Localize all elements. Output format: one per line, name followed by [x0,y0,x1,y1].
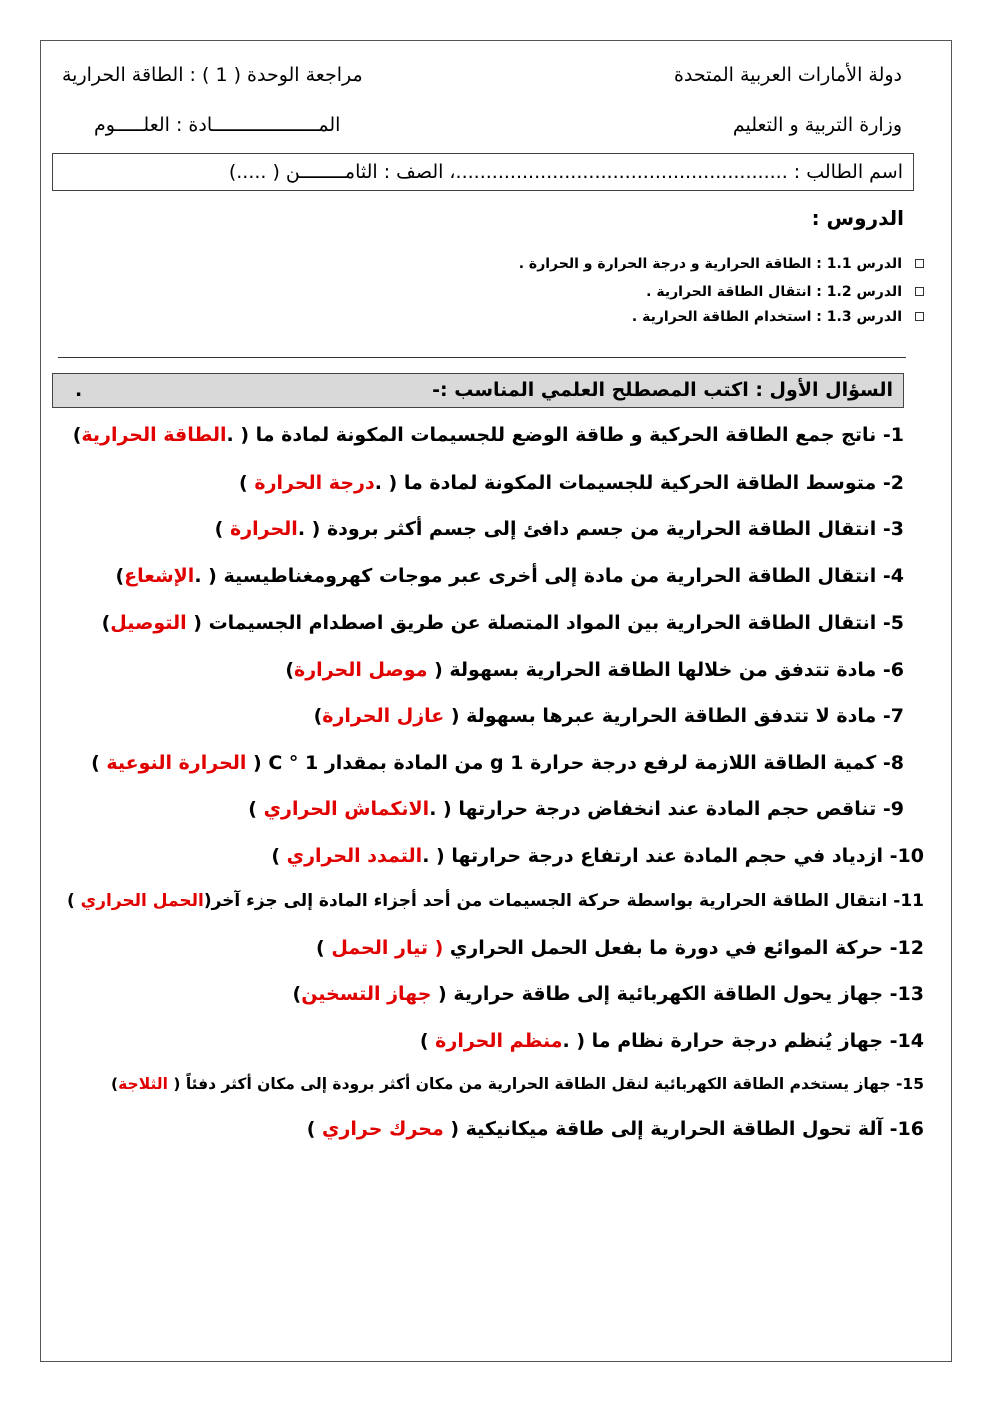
answer-text: الحرارة [229,518,298,540]
question-item-10 [271,845,924,867]
header-review-title: مراجعة الوحدة ( 1 ) : الطاقة الحرارية [62,64,363,86]
question-text: 15- جهاز يستخدم الطاقة الكهربائية لنقل الطاقة الحرارية من مكان أكثر برودة إلى مكان أكثر دفئاً ( [167,1075,924,1093]
answer-text: جهاز التسخين [301,983,432,1005]
page-border [40,40,952,1362]
closing-paren: ) [91,752,107,774]
question-item-8 [91,752,904,774]
student-name-line: اسم الطالب : .......................................................، الصف : الثامــــــــن ( .....) [228,161,903,183]
closing-paren: ) [419,1030,436,1052]
answer-text: محرك حراري [322,1118,444,1140]
closing-paren: ) [101,612,111,634]
header-ministry: وزارة التربية و التعليم [732,114,902,136]
question-item-4 [115,565,904,587]
answer-text: الحمل الحراري [80,891,204,911]
answer-text: الطاقة الحرارية [81,424,227,446]
closing-paren: ) [285,659,295,681]
question-text: 16- آلة تحول الطاقة الحرارية إلى طاقة ميكانيكية ( [443,1118,924,1140]
closing-paren: ) [306,1118,323,1140]
question-text: 10- ازدياد في حجم المادة عند ارتفاع درجة حرارتها ( . [422,845,924,867]
header-country: دولة الأمارات العربية المتحدة [673,64,902,86]
checkbox-bullet-icon [915,259,924,268]
question-item-14 [420,1030,924,1052]
question-text: 5- انتقال الطاقة الحرارية بين المواد المتصلة عن طريق اصطدام الجسيمات ( [186,612,904,634]
closing-paren: ) [248,798,264,820]
lesson-item: الدرس 1.2 : انتقال الطاقة الحرارية . [646,284,902,300]
question-item-1 [73,424,904,446]
question-text: 2- متوسط الطاقة الحركية للجسيمات المكونة لمادة ما ( . [374,472,904,494]
answer-text: عازل الحرارة [322,705,445,727]
closing-paren: ) [313,705,323,727]
answer-text: الإشعاع [124,565,195,587]
answer-text: الانكماش الحراري [263,798,430,820]
checkbox-bullet-icon [915,287,924,296]
answer-text: الحرارة النوعية [106,752,247,774]
closing-paren: ) [271,845,287,867]
closing-paren: ) [292,983,302,1005]
answer-text: درجة الحرارة [254,472,375,494]
question-item-5 [102,612,904,634]
question-text: 7- مادة لا تتدفق الطاقة الحرارية عبرها بسهولة ( [444,705,904,727]
lessons-title: الدروس : [811,206,904,230]
question-text: 12- حركة الموائع في دورة ما بفعل الحمل الحراري [443,937,924,959]
closing-paren: ) [115,565,125,587]
question-text: 3- انتقال الطاقة الحرارية من جسم دافئ إلى جسم أكثر برودة ( . [297,518,904,540]
closing-paren: ) [72,424,82,446]
question-item-16 [307,1118,924,1140]
question-text: 8- كمية الطاقة اللازمة لرفع درجة حرارة 1 g من المادة بمقدار 1 ° C ( [246,752,904,774]
answer-text: التوصيل [110,612,187,634]
closing-paren: ) [239,472,255,494]
closing-paren: ) [214,518,230,540]
checkbox-bullet-icon [915,312,924,321]
question-item-2 [239,472,904,494]
answer-text: موصل الحرارة [294,659,428,681]
question-item-11 [67,891,924,911]
question-item-15 [111,1075,924,1093]
closing-paren: ) [111,1075,119,1093]
question-item-13 [293,983,924,1005]
question-title: السؤال الأول : اكتب المصطلح العلمي المناسب :- [432,379,893,401]
question-item-6 [285,659,904,681]
question-text: 9- تناقص حجم المادة عند انخفاض درجة حرارتها ( . [429,798,904,820]
question-text: 1- ناتج جمع الطاقة الحركية و طاقة الوضع للجسيمات المكونة لمادة ما ( . [226,424,904,446]
question-item-3 [215,518,904,540]
lesson-item: الدرس 1.1 : الطاقة الحرارية و درجة الحرارة و الحرارة . [519,256,902,272]
question-title-box: السؤال الأول : اكتب المصطلح العلمي المناسب :- . [52,373,904,408]
header-subject: المـــــــــــــــــــادة : العلـــــوم [94,114,341,136]
question-item-12 [316,937,924,959]
lesson-item: الدرس 1.3 : استخدام الطاقة الحرارية . [632,309,902,325]
question-text: 13- جهاز يحول الطاقة الكهربائية إلى طاقة حرارية ( [431,983,924,1005]
question-text: 6- مادة تتدفق من خلالها الطاقة الحرارية بسهولة ( [427,659,904,681]
closing-paren: ) [66,891,81,911]
question-text: 11- انتقال الطاقة الحرارية بواسطة حركة الجسيمات من أحد أجزاء المادة إلى جزء آخر( [203,891,924,911]
answer-text: ( تيار الحمل [331,937,444,959]
answer-text: منظم الحرارة [435,1030,563,1052]
divider [58,357,906,358]
question-item-9 [248,798,904,820]
answer-text: التمدد الحراري [286,845,423,867]
closing-paren: ) [316,937,332,959]
question-text: 14- جهاز يُنظم درجة حرارة نظام ما ( . [562,1030,924,1052]
question-text: 4- انتقال الطاقة الحرارية من مادة إلى أخرى عبر موجات كهرومغناطيسية ( . [194,565,904,587]
student-info-box [52,153,914,191]
answer-text: الثلاجة [118,1075,168,1093]
question-item-7 [314,705,904,727]
